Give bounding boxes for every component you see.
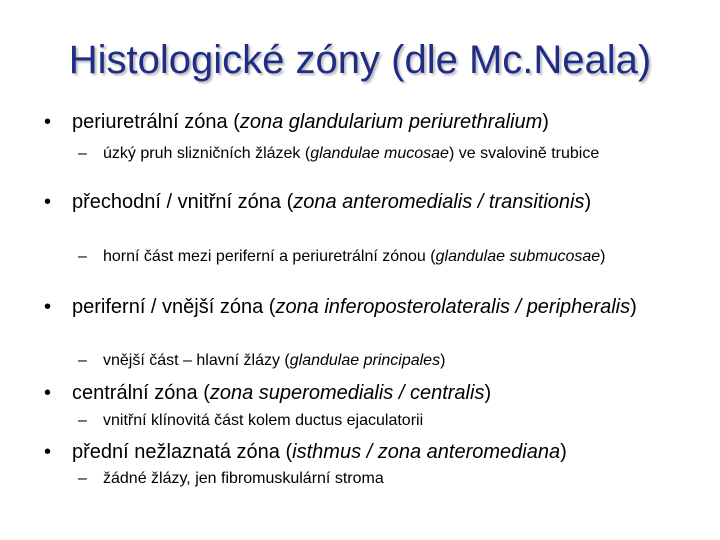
latin-term: zona glandularium periurethralium — [239, 111, 543, 133]
zone-subitem — [78, 247, 658, 266]
zone-text: centrální zóna (zona superomedialis / centralis) — [72, 382, 492, 404]
subitem-text: úzký pruh slizničních žlázek (glandulae mucosae) ve svalovině trubice — [103, 145, 600, 162]
zone-text: přední nežlaznatá zóna (isthmus / zona anteromediana) — [72, 441, 567, 463]
bullet-icon: • — [44, 111, 52, 133]
zone-text: periuretrální zóna (zona glandularium periurethralium) — [72, 111, 549, 133]
zone-item-anterior — [44, 440, 684, 464]
zone-subitem — [78, 469, 658, 488]
latin-term: zona anteromedialis / transitionis — [293, 191, 585, 213]
zone-item-periurethral — [44, 110, 684, 134]
subitem-text: vnitřní klínovitá část kolem ductus ejaculatorii — [103, 412, 424, 429]
zone-item-peripheral — [44, 295, 684, 319]
subitem-text: vnější část – hlavní žlázy (glandulae principales) — [103, 352, 446, 369]
zone-item-central — [44, 381, 684, 405]
latin-term: isthmus / zona anteromediana — [292, 441, 561, 463]
latin-term: zona superomedialis / centralis — [209, 382, 485, 404]
dash-icon: – — [78, 470, 87, 487]
bullet-icon: • — [44, 382, 52, 404]
zone-subitem — [78, 351, 658, 370]
bullet-icon: • — [44, 296, 52, 318]
latin-term: zona inferoposterolateralis / peripheralis — [275, 296, 631, 318]
slide-title: Histologické zóny (dle Mc.Neala) — [68, 38, 652, 82]
dash-icon: – — [78, 352, 87, 369]
zone-text: periferní / vnější zóna (zona inferoposterolateralis / peripheralis) — [72, 296, 637, 318]
latin-term: glandulae submucosae — [435, 248, 601, 265]
bullet-icon: • — [44, 191, 52, 213]
dash-icon: – — [78, 145, 87, 162]
zone-subitem — [78, 411, 658, 430]
latin-term: glandulae mucosae — [310, 145, 449, 162]
dash-icon: – — [78, 412, 87, 429]
subitem-text: horní část mezi periferní a periuretrální zónou (glandulae submucosae) — [103, 248, 606, 265]
dash-icon: – — [78, 248, 87, 265]
bullet-icon: • — [44, 441, 52, 463]
zone-text: přechodní / vnitřní zóna (zona anteromedialis / transitionis) — [72, 191, 592, 213]
zone-subitem — [78, 144, 658, 163]
zone-item-transition — [44, 190, 684, 214]
latin-term: glandulae principales — [289, 352, 441, 369]
subitem-text: žádné žlázy, jen fibromuskulární stroma — [103, 470, 384, 487]
